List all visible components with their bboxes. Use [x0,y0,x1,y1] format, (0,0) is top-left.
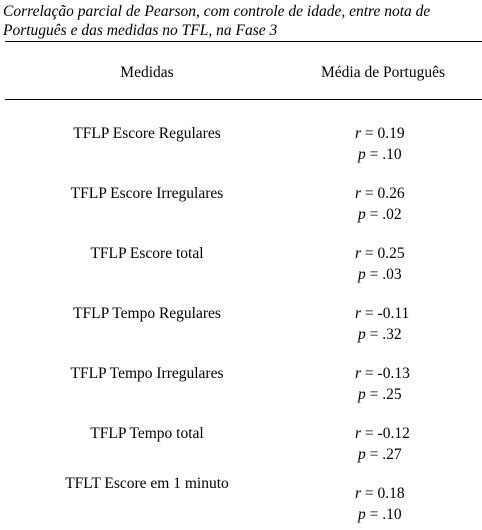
p-label: p [358,326,366,343]
header-rule [5,99,482,100]
measure-name: TFLP Escore total [90,245,204,262]
r-statistic [355,424,445,443]
p-value: = .10 [369,146,402,163]
measure-name: TFLP Escore Regulares [73,125,221,142]
p-value: = .02 [369,206,402,223]
p-statistic [358,505,448,524]
p-label: p [358,446,366,463]
table-row [0,124,482,168]
p-statistic [358,265,448,284]
table-row [0,424,482,468]
r-label: r [355,305,362,322]
table-row [0,304,482,348]
table-row [0,184,482,228]
r-statistic [355,304,445,323]
r-label: r [355,365,362,382]
p-statistic [358,385,448,404]
p-statistic [358,325,448,344]
table-row [0,364,482,408]
p-label: p [358,206,366,223]
p-value: = .32 [369,326,402,343]
r-value: = 0.18 [364,485,405,502]
p-value: = .25 [369,386,402,403]
p-value: = .27 [369,446,402,463]
top-rule [5,41,482,42]
measure-name: TFLP Tempo Regulares [73,305,221,322]
r-value: = -0.11 [364,305,410,322]
r-label: r [355,425,362,442]
r-statistic [355,484,445,503]
p-statistic [358,445,448,464]
r-statistic [355,244,445,263]
p-label: p [358,146,366,163]
p-value: = .03 [369,266,402,283]
p-label: p [358,386,366,403]
p-statistic [358,145,448,164]
r-value: = -0.13 [364,365,410,382]
header-measures: Medidas [120,64,174,81]
r-value: = 0.19 [364,125,405,142]
measure-name: TFLP Tempo Irregulares [70,365,224,382]
r-label: r [355,485,362,502]
table-row [0,474,482,526]
caption-line-2: Português e das medidas no TFL, na Fase 3 [3,22,278,39]
p-label: p [358,266,366,283]
table-row [0,244,482,288]
r-value: = 0.25 [364,245,405,262]
r-statistic [355,364,445,383]
r-label: r [355,125,362,142]
measure-name: TFLP Escore Irregulares [70,185,224,202]
r-statistic [355,124,445,143]
r-label: r [355,185,362,202]
r-label: r [355,245,362,262]
table-caption [3,2,479,40]
p-statistic [358,205,448,224]
p-value: = .10 [369,506,402,523]
measure-name: TFLT Escore em 1 minuto [65,475,229,492]
header-portuguese-mean: Média de Português [321,64,445,81]
caption-line-1: Correlação parcial de Pearson, com controle de idade, entre nota de [3,3,431,20]
r-value: = 0.26 [364,185,405,202]
r-statistic [355,184,445,203]
r-value: = -0.12 [364,425,410,442]
measure-name: TFLP Tempo total [90,425,204,442]
p-label: p [358,506,366,523]
